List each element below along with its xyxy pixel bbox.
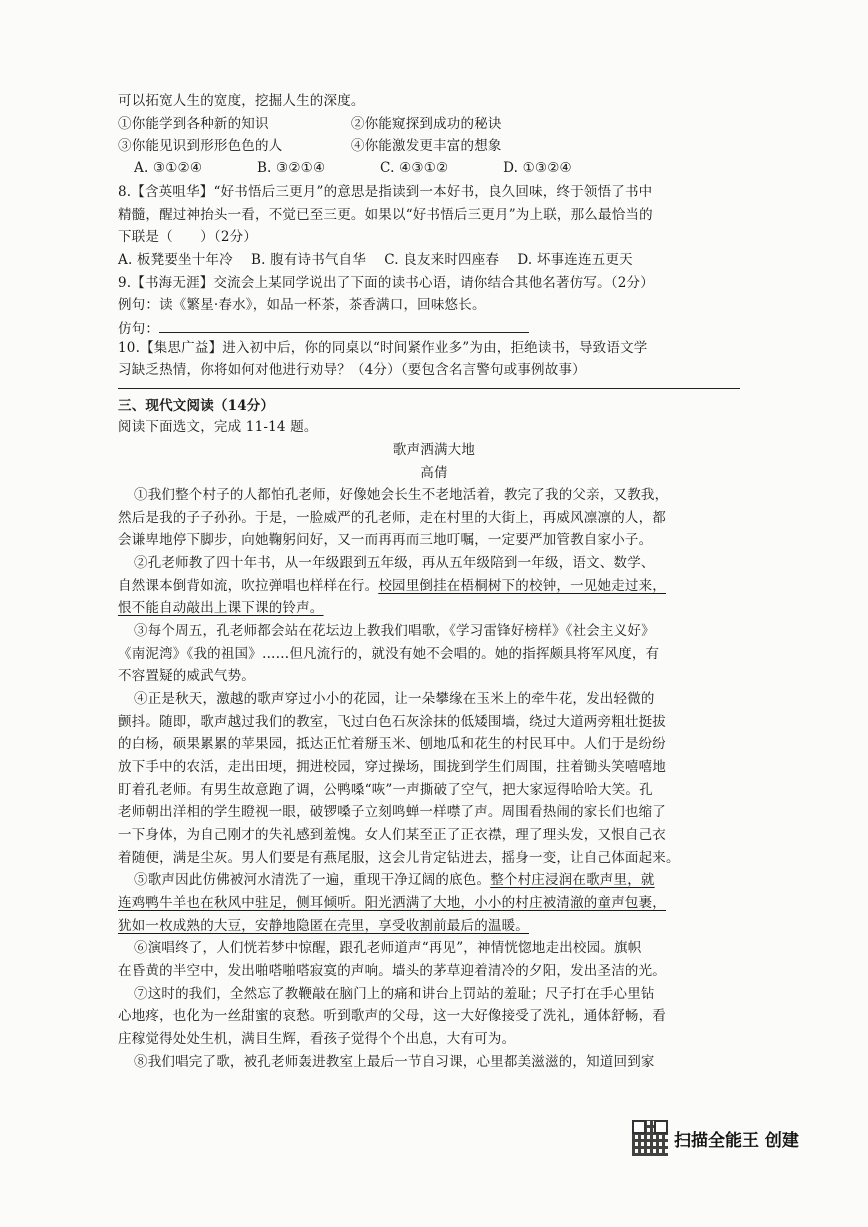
underlined-sentence: 整个村庄浸润在歌声里，就 [490, 872, 655, 888]
paragraph-line: 心地疼，也化为一丝甜蜜的哀愁。听到歌声的父母，这一大好像接受了洗礼，通体舒畅，看 [118, 1008, 666, 1024]
section-heading: 三、现代文阅读（14分） [118, 398, 275, 414]
answer-blank[interactable] [159, 318, 529, 333]
option-line: ①你能学到各种新的知识 ②你能窥探到成功的秘诀 [118, 116, 502, 132]
qr-code-icon [632, 1120, 668, 1156]
paragraph-line [118, 577, 666, 595]
paragraph-line: ③每个周五，孔老师都会站在花坛边上教我们唱歌，《学习雷锋好榜样》《社会主义好》 [134, 623, 655, 639]
answer-divider [118, 388, 740, 389]
plain-text: ⑤歌声因此仿佛被河水清洗了一遍，重现干净辽阔的底色。 [134, 872, 491, 888]
underlined-sentence: 校园里倒挂在梧桐树下的校钟，一见她走过来， [378, 578, 667, 594]
question-10: 10.【集思广益】进入初中后，你的同桌以“时间紧作业多”为由，拒绝读书，导致语文学 [118, 340, 648, 356]
question-9: 9.【书海无涯】交流会上某同学说出了下面的读书心语，请你结合其他名著仿写。（2分） [118, 275, 654, 291]
underlined-sentence: 恨不能自动敲出上课下课的铃声。 [118, 600, 324, 616]
paragraph-line: 不容置疑的威武气势。 [118, 668, 255, 684]
reading-instruction: 阅读下面选文，完成 11-14 题。 [118, 419, 318, 435]
paragraph-line: ⑦这时的我们，全然忘了教鞭敲在脑门上的痛和讲台上罚站的羞耻；尺子打在手心里钻 [134, 986, 655, 1002]
paragraph-line: 然后是我的子子孙孙。于是，一脸威严的孔老师，走在村里的大街上，再威风凛凛的人，都 [118, 510, 666, 526]
article-title: 歌声洒满大地 [392, 442, 476, 458]
paragraph-line: ①我们整个村子的人都怕孔老师，好像她会长生不老地活着，教完了我的父亲，又教我， [134, 487, 669, 503]
paragraph-line: 会谦卑地停下脚步，向她鞠躬问好，又一而再再而三地叮嘱，一定要严加管教自家小子。 [118, 532, 653, 548]
paragraph-line: ④正是秋天，激越的歌声穿过小小的花园，让一朵攀缘在玉米上的牵牛花，发出轻微的 [134, 691, 655, 707]
imitation-line [118, 318, 529, 338]
text-line: 习缺乏热情，你将如何对他进行劝导？（4分）（要包含名言警句或事例故事） [118, 362, 586, 378]
imitation-label: 仿句： [118, 321, 160, 337]
text-line: 下联是（ ）（2分） [118, 229, 258, 245]
answer-choices: A. 板凳要坐十年冷 B. 腹有诗书气自华 C. 良友来时四座春 D. 坏事连连五更天 [118, 252, 633, 268]
underlined-sentence: 犹如一枚成熟的大豆，安静地隐匿在壳里，享受收割前最后的温暖。 [118, 918, 529, 934]
paragraph-line: ⑧我们唱完了歌，被孔老师轰进教室上最后一节自习课，心里都美滋滋的，知道回到家 [134, 1054, 655, 1070]
paragraph-line: 着随便，满是尘灰。男人们要是有燕尾服，这会儿肯定钻进去，摇身一变，让自己体面起来。 [118, 850, 680, 866]
paragraph-line: 放下手中的农活，走出田埂，拥进校园，穿过操场，围拢到学生们周围，拄着锄头笑嘻嘻地 [118, 759, 666, 775]
example-sentence: 例句：读《繁星·春水》，如品一杯茶，茶香满口，回味悠长。 [118, 297, 486, 313]
scanner-watermark [632, 1120, 799, 1156]
paragraph-line: ⑥演唱终了，人们恍若梦中惊醒，跟孔老师道声“再见”，神情恍惚地走出校园。旗帜 [134, 940, 642, 956]
article-author: 高倩 [420, 465, 448, 481]
paragraph-line: 颤抖。随即，歌声越过我们的教室，飞过白色石灰涂抹的低矮围墙，绕过大道两旁粗壮挺拔 [118, 714, 666, 730]
paragraph-line: 老师朝出洋相的学生瞪视一眼，破锣嗓子立刻鸣蝉一样噤了声。周围看热闹的家长们也缩了 [118, 804, 666, 820]
paragraph-line: 一下身体，为自己刚才的失礼感到羞愧。女人们某至正了正衣襟，理了理头发，又恨自己衣 [118, 827, 666, 843]
underlined-sentence: 连鸡鸭牛羊也在秋风中驻足，侧耳倾听。阳光洒满了大地，小小的村庄被清澈的童声包裹， [118, 895, 666, 911]
answer-choices: A. ③①②④ B. ③②①④ C. ④③①② D. ①③②④ [134, 160, 572, 176]
watermark-text: 扫描全能王 创建 [674, 1130, 799, 1151]
paragraph-line: ②孔老师教了四十年书，从一年级跟到五年级，再从五年级陪到一年级，语文、数学、 [134, 555, 655, 571]
paragraph-line: 盯着孔老师。有男生故意跑了调，公鸭嗓“咴”一声撕破了空气，把大家逗得哈哈大笑。孔 [118, 782, 653, 798]
option-line: ③你能见识到形形色色的人 ④你能激发更丰富的想象 [118, 138, 502, 154]
paragraph-line [134, 871, 655, 889]
question-8: 8.【含英咀华】“好书悟后三更月”的意思是指读到一本好书，良久回味，终于领悟了书中 [118, 184, 653, 200]
paragraph-line: 在昏黄的半空中，发出啪嗒啪嗒寂寞的声响。墙头的茅草迎着清冷的夕阳，发出圣洁的光。 [118, 963, 666, 979]
text-line: 可以拓宽人生的宽度，挖掘人生的深度。 [118, 93, 365, 109]
paragraph-line: 的白杨，硕果累累的苹果园，抵达正忙着掰玉米、刨地瓜和花生的村民耳中。人们于是纷纷 [118, 736, 666, 752]
plain-text: 自然课本倒背如流，吹拉弹唱也样样在行。 [118, 578, 379, 594]
paragraph-line: 《南泥湾》《我的祖国》……但凡流行的，就没有她不会唱的。她的指挥颇具将军风度，有 [118, 646, 660, 662]
text-line: 精髓，醒过神抬头一看，不觉已至三更。如果以“好书悟后三更月”为上联，那么最恰当的 [118, 207, 653, 223]
paragraph-line: 庄稼觉得处处生机，满目生辉，看孩子觉得个个出息，大有可为。 [118, 1031, 516, 1047]
